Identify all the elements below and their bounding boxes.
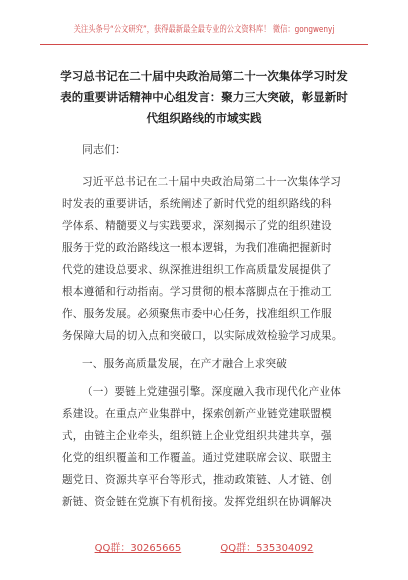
footer-qq-group-1[interactable]: QQ群：30265665 <box>94 543 182 554</box>
title-line-3: 代组织路线的市域实践 <box>146 111 262 125</box>
body-line: 化党的组织覆盖和工作覆盖。通过党建联席会议、联盟主 <box>62 452 332 464</box>
footer-qq-group-2[interactable]: QQ群：535304092 <box>220 543 314 554</box>
body-line: 新链、资金链在党旗下有机衔接。发挥党组织在协调解决 <box>62 496 332 508</box>
body-line: 题党日、资源共享平台等形式，推动政策链、人才链、创 <box>62 474 332 486</box>
body-line: 学体系、精髓要义与实践要求，深刻揭示了党的组织建设 <box>62 220 332 232</box>
body-line: 式，由链主企业牵头，组织链上企业党组织共建共享，强 <box>62 430 332 442</box>
body-line: 系建设。在重点产业集群中，探索创新产业链党建联盟模 <box>62 408 332 420</box>
body-line: 时发表的重要讲话，系统阐述了新时代党的组织路线的科 <box>62 198 332 210</box>
document-title <box>56 66 352 129</box>
body-line: 服务于党的政治路线这一根本逻辑，为我们准确把握新时 <box>62 242 332 254</box>
title-line-1: 学习总书记在二十届中央政治局第二十一次集体学习时发 <box>60 69 348 83</box>
body-line: 习近平总书记在二十届中央政治局第二十一次集体学习 <box>82 176 342 188</box>
header-divider <box>40 44 368 45</box>
greeting: 同志们： <box>82 143 126 156</box>
body-line: 代党的建设总要求、纵深推进组织工作高质量发展提供了 <box>62 264 332 276</box>
body-line: 作、服务发展。必须聚焦市委中心任务，找准组织工作服 <box>62 308 332 320</box>
footer <box>0 542 408 556</box>
body-line: 务保障大局的切入点和突破口，以实际成效检验学习成果。 <box>62 330 343 342</box>
title-line-2: 表的重要讲话精神中心组发言：聚力三大突破，彰显新时 <box>60 90 348 104</box>
body-line: 根本遵循和行动指南。学习贯彻的根本落脚点在于推动工 <box>62 286 332 298</box>
section-heading: 一、服务高质量发展，在产才融合上求突破 <box>82 358 288 370</box>
body-line: （一）要链上党建强引擎。深度融入我市现代化产业体 <box>82 386 342 398</box>
header-notice: 关注头条号“公文研究”，获得最新最全最专业的公文资料库！ 微信：gongwenyj <box>73 25 335 35</box>
